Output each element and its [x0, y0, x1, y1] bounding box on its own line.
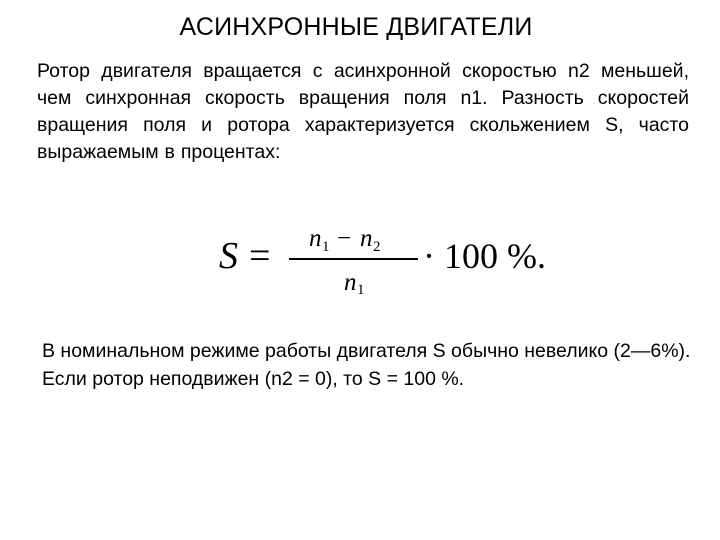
- nominal-mode-text: В номинальном режиме работы двигателя S обычно невелико (2—6%). Если ротор неподвижен (n2 = 0), то S = 100 %.: [42, 340, 691, 390]
- formula-numerator-n1: n: [309, 225, 322, 252]
- formula-equals: =: [249, 235, 271, 277]
- slip-formula: [205, 220, 567, 302]
- intro-paragraph: [37, 58, 689, 166]
- formula-denominator-n: n: [344, 269, 357, 296]
- formula-multiplier: · 100 %.: [423, 236, 546, 276]
- formula-denominator-subscript: 1: [357, 282, 365, 298]
- formula-numerator-n1-subscript: 1: [322, 239, 330, 255]
- intro-text: Ротор двигателя вращается с асинхронной скоростью n2 меньшей, чем синхронная скорость вращения поля n1. Разность скоростей вращения поля и ротора характеризуется скольжением S, часто выражаемым в процентах:: [37, 60, 689, 163]
- formula-lhs: S: [219, 235, 238, 277]
- formula-minus: −: [337, 225, 352, 252]
- nominal-mode-paragraph: [42, 338, 702, 393]
- formula-numerator-n2: n: [360, 225, 373, 252]
- formula-numerator-n2-subscript: 2: [373, 239, 381, 255]
- slide-title: АСИНХРОННЫЕ ДВИГАТЕЛИ: [179, 13, 533, 41]
- formula-graphic: [205, 220, 567, 302]
